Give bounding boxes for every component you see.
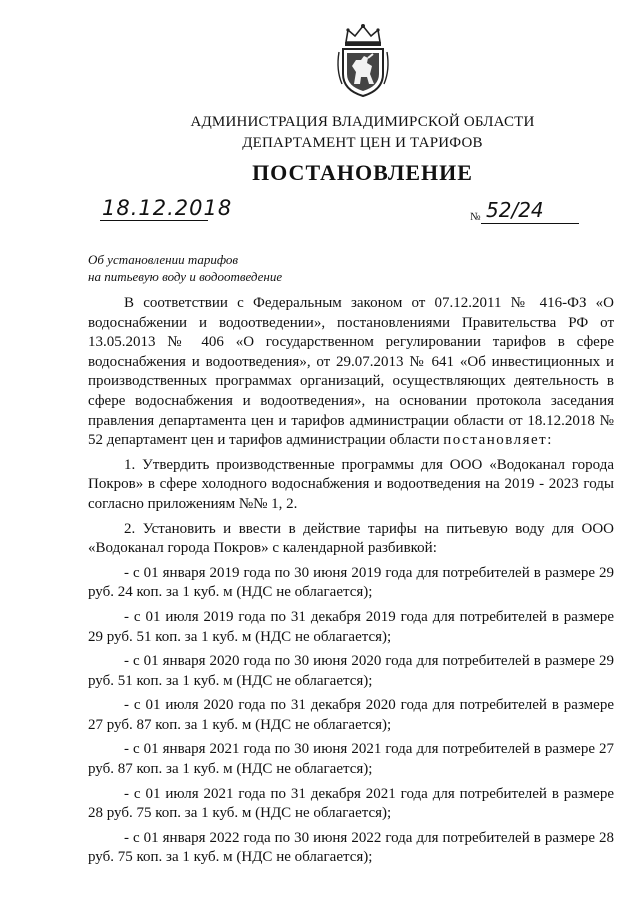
department-name: ДЕПАРТАМЕНТ ЦЕН И ТАРИФОВ: [242, 135, 483, 151]
subject-line-1: Об установлении тарифов: [88, 252, 239, 267]
subject-line-2: на питьевую воду и водоотведение: [88, 269, 283, 284]
tariff-item: - с 01 июля 2019 года по 31 декабря 2019 года для потребителей в размере 29 руб. 51 коп. за 1 куб. м (НДС не облагается);: [88, 608, 614, 645]
preamble-text: В соответствии с Федеральным законом от 07.12.2011 № 416-ФЗ «О водоснабжении и водоотведении», постановлениями Правительства РФ от 13.05.2013 № 406 «О государственном регулировании тарифов в сфере водоснабжения и водоотведения», от 29.07.2013 № 641 «Об инвестиционных и производственных программах организаций, осуществляющих деятельность в сфере водоснабжения и водоотведения», на основании протокола заседания правления департамента цен и тарифов администрации области от 18.12.2018 № 52 департамент цен и тарифов администрации области: [88, 295, 614, 449]
preamble-paragraph: [88, 294, 614, 451]
vladimir-coat-of-arms-icon: [334, 22, 392, 98]
tariff-item: - с 01 января 2020 года по 30 июня 2020 года для потребителей в размере 29 руб. 51 коп. за 1 куб. м (НДС не облагается);: [88, 653, 614, 689]
item-1-paragraph: 1. Утвердить производственные программы для ООО «Водоканал города Покров» в сфере холодного водоснабжения и водоотведения на 2019 - 2023 годы согласно приложениям №№ 1, 2.: [88, 456, 614, 512]
item-2-paragraph: 2. Установить и ввести в действие тарифы на питьевую воду для ООО «Водоканал города Покров» с календарной разбивкой:: [88, 520, 614, 557]
decree-word: постановляет:: [443, 432, 553, 449]
tariff-item: - с 01 января 2021 года по 30 июня 2021 года для потребителей в размере 27 руб. 87 коп. за 1 куб. м (НДС не облагается);: [88, 741, 614, 778]
number-underline: [481, 223, 579, 224]
administration-name: АДМИНИСТРАЦИЯ ВЛАДИМИРСКОЙ ОБЛАСТИ: [190, 114, 535, 130]
document-number: 52/24: [486, 198, 544, 222]
document-date: 18.12.2018: [102, 196, 233, 220]
document-title: ПОСТАНОВЛЕНИЕ: [252, 160, 473, 185]
document-body: [88, 294, 614, 868]
tariff-item: - с 01 января 2019 года по 30 июня 2019 года для потребителей в размере 29 руб. 24 коп. за 1 куб. м (НДС не облагается);: [88, 564, 614, 601]
number-label: №: [470, 211, 481, 223]
document-subject: [88, 251, 282, 285]
date-underline: [100, 220, 208, 221]
tariff-item: - с 01 июля 2021 года по 31 декабря 2021 года для потребителей в размере 28 руб. 75 коп. за 1 куб. м (НДС не облагается);: [88, 785, 614, 822]
tariff-item: - с 01 января 2022 года по 30 июня 2022 года для потребителей в размере 28 руб. 75 коп. за 1 куб. м (НДС не облагается);: [88, 829, 614, 866]
tariff-item: - с 01 июля 2020 года по 31 декабря 2020 года для потребителей в размере 27 руб. 87 коп. за 1 куб. м (НДС не облагается);: [88, 697, 614, 733]
